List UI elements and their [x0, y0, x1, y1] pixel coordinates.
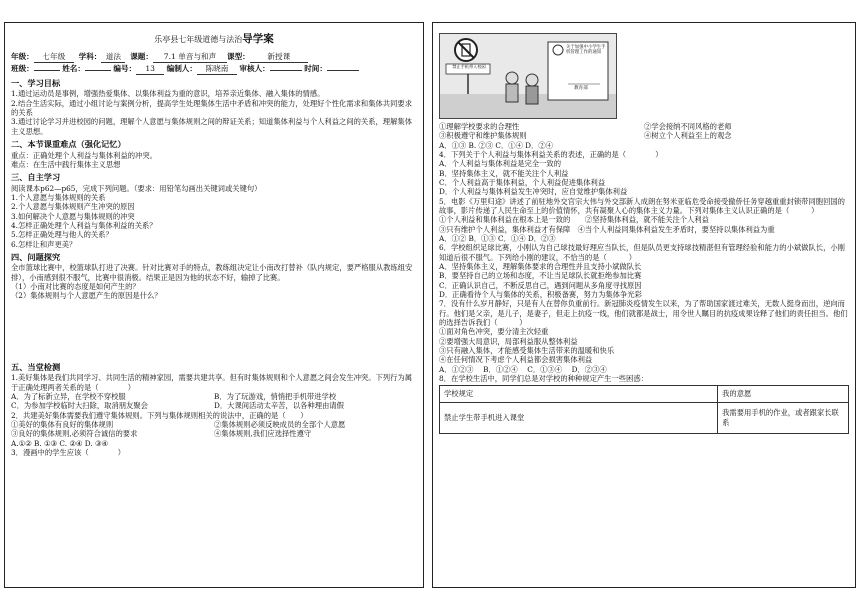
- option[interactable]: B．为了玩游戏，悄悄把手机带进学校: [214, 391, 337, 401]
- section-keypoints-title: 二、本节课重难点（强化记忆）: [11, 139, 126, 150]
- statement: ①美好的集体有良好的集体规则: [11, 419, 114, 429]
- inquiry-text: 全市篮球比赛中，校篮球队打进了决赛。针对比赛对手的特点，教练组决定让小南改打替补（队内规定，要严格服从教练组安排），小南感到很不服气，比赛中很消极。结果正是因为他的状态不好，输掉了比赛。: [11, 263, 413, 282]
- statement: ①理解学校要求的合理性: [439, 122, 520, 131]
- test-question-2: 2．共建美好集体需要我们遵守集体规则。下列与集体规则相关的说法中，正确的是（ ）: [11, 410, 308, 420]
- statement: ③只有维护个人利益，集体利益才有保障 ④当个人利益同集体利益发生矛盾时，要坚持以集体利益为重: [439, 224, 775, 234]
- objective-item: 3.通过讨论学习并进校园的问题，理解个人意愿与集体规则之间的辩证关系；知道集体利益与个人利益之间的关系，理解集体主义思想。: [11, 117, 412, 136]
- q3-items-row: [439, 131, 849, 140]
- statement: ④在任何情况下考虑个人利益都会损害集体利益: [439, 355, 593, 365]
- section-inquiry-title: 四、问题探究: [11, 251, 61, 262]
- statement: ②学会接纳不同风格的老师: [644, 122, 732, 131]
- objective-item: 1.通过运动员是事例，增强热爱集体、以集体利益为重的意识，培养亲近集体、融入集体的情感。: [11, 89, 325, 99]
- answer-space[interactable]: [11, 301, 417, 359]
- selfstudy-item: 6.怎样让和声更美？: [11, 239, 77, 249]
- selfstudy-item: 2.个人意愿与集体规则产生冲突的原因: [11, 202, 135, 212]
- test-question-4: 4．下列关于个人利益与集体利益关系的表述，正确的是（ ）: [439, 149, 663, 159]
- school-title: 乐亭县七年级道德与法治: [154, 35, 243, 44]
- q2-items-row: [11, 420, 417, 429]
- statement: ①面对角色冲突，要分清主次轻重: [439, 327, 549, 337]
- option[interactable]: C．正确认识自己，不断反思自己，遇到问题从多角度寻找原因: [439, 280, 642, 290]
- inquiry-question-2: （2）集体规则与个人意愿产生的原因是什么？: [11, 291, 162, 301]
- doc-title: [11, 33, 417, 46]
- notice-text: 关于加强中小学生手机管理工作的通知: [566, 45, 606, 56]
- name-field[interactable]: [85, 70, 111, 71]
- option[interactable]: A．坚持集体主义，理解集体要求的合理性并且支持小斌做队长: [439, 261, 642, 271]
- q1-options-row: [11, 401, 417, 410]
- test-question-6: 6．学校组织足球比赛，小刚认为自己球技最好理应当队长，但是队员更支持球技精湛但有管理经验和能力的小斌做队长，小刚知道后很不服气。下列给小刚的建议，不恰当的是（ ）: [439, 243, 845, 262]
- table-cell: 我需要用手机的作业，或者跟家长联系: [718, 402, 849, 433]
- statement: ④树立个人利益至上的观念: [644, 131, 732, 141]
- q1-options-row: [11, 392, 417, 401]
- subject-value: 道法: [101, 52, 125, 63]
- type-label: 课型：: [227, 52, 250, 62]
- keypoint-item: 重点：正确处理个人利益与集体利益的冲突。: [11, 150, 157, 160]
- class-label: 班级：: [11, 64, 34, 74]
- statement: ③只有融入集体，才能感受集体生活带来的温暖和快乐: [439, 345, 615, 355]
- rules-table: [439, 385, 849, 433]
- q2-items-row: [11, 429, 417, 438]
- section-objectives-title: 一、学习目标: [11, 77, 61, 88]
- time-field[interactable]: [327, 70, 359, 71]
- doc-type: 导学案: [242, 33, 274, 45]
- statement: ②要增强大局意识，局部利益服从整体利益: [439, 336, 578, 346]
- meta-row-2: [11, 64, 417, 75]
- left-column: [4, 22, 424, 588]
- option[interactable]: A．个人利益与集体利益是完全一致的: [439, 159, 562, 169]
- table-header: 我的意愿: [718, 386, 849, 402]
- option[interactable]: B．要坚持自己的立场和态度，不让当足球队长就拒绝参加比赛: [439, 271, 642, 281]
- statement: ①个人利益和集体利益在根本上是一致的 ②坚持集体利益，就不能关注个人利益: [439, 215, 709, 225]
- right-column: [432, 22, 856, 588]
- statement: ③积极遵守和维护集体规则: [439, 131, 527, 141]
- statement: ③良好的集体规则,必须符合诚信的要求: [11, 429, 138, 439]
- selfstudy-item: 4.怎样正确处理个人利益与集体利益的关系？: [11, 220, 157, 230]
- selfstudy-item: 3.如何解决个人意愿与集体规则的冲突: [11, 211, 135, 221]
- q3-answers[interactable]: A．①③ B. ②③ C．①④ D．②④: [439, 140, 553, 150]
- selfstudy-item: 5.怎样正确处理与他人的关系？: [11, 230, 113, 240]
- notice-dept: 教育部: [574, 86, 588, 91]
- cartoon-image: [439, 33, 617, 119]
- q7-answers[interactable]: A．①②③ B．①②④ C．①③④ D．②③④: [439, 364, 607, 374]
- q3-items-row: [439, 122, 849, 131]
- name-label: 姓名：: [62, 64, 85, 74]
- option[interactable]: D．个人利益与集体利益发生冲突时，应自觉维护集体利益: [439, 187, 628, 197]
- option[interactable]: A．为了标新立异，在学校不穿校服: [11, 391, 126, 401]
- statement: ④集体规则,我们应选择性遵守: [214, 429, 312, 439]
- table-row: [440, 402, 849, 433]
- time-label: 时间：: [304, 64, 327, 74]
- q2-answers[interactable]: A.①② B. ①③ C. ②④ D. ③④: [11, 438, 109, 448]
- q5-answers[interactable]: A．①② B．①③ C．①④ D．②③: [439, 233, 556, 243]
- statement: ②集体规则必须反映成员的全部个人意愿: [214, 419, 346, 429]
- topic-value: 7.1 单音与和声: [153, 52, 227, 63]
- reviewer-label: 审核人：: [239, 64, 270, 74]
- option[interactable]: C．个人利益高于集体利益，个人利益促进集体利益: [439, 177, 606, 187]
- selfstudy-item: 1.个人意愿与集体规则的关系: [11, 193, 106, 202]
- number-value: 13: [136, 64, 164, 75]
- grade-label: 年级：: [11, 52, 34, 62]
- meta-row-1: [11, 52, 417, 63]
- section-selfstudy-title: 三、自主学习: [11, 172, 61, 183]
- sign-text: 禁止手机带入校园: [452, 64, 486, 69]
- inquiry-question-1: （1）小南对比赛的态度是如何产生的？: [11, 282, 140, 292]
- grade-value: 七年级: [34, 52, 74, 63]
- test-question-1: 1.美好集体是我们共同学习、共同生活的精神家园，需要共建共享。但有时集体规则和个人意愿之间会发生冲突。下列行为属于正确处理两者关系的是（ ）: [11, 373, 412, 392]
- editor-label: 编制人：: [166, 64, 197, 74]
- section-test-title: 五、当堂检测: [11, 361, 61, 372]
- option[interactable]: D．大课间活动太辛苦，以各种理由请假: [214, 401, 344, 411]
- test-question-3: 3．漫画中的学生应该（ ）: [11, 447, 126, 457]
- number-label: 编号：: [113, 64, 137, 74]
- objective-item: 2.结合生活实际，通过小组讨论与案例分析，提高学生处理集体生活中矛盾和冲突的能力，处理好个性化需求和集体共同要求的关系: [11, 98, 412, 118]
- selfstudy-intro: 阅读课本p62—p65，完成下列问题。（要求：用铅笔勾画出关键词或关键句）: [11, 183, 262, 193]
- table-header: 学校规定: [440, 386, 718, 402]
- option[interactable]: C．为参加学校临时大扫除，取消朋友聚会: [11, 401, 148, 411]
- test-question-5: 5．电影《万里归途》讲述了前驻地外交官宗大伟与外交部新人成朗在努米亚临危受命接受撤侨任务穿越重重封锁带同胞回国的故事，影片传递了人民生命至上的价值情怀，共有凝聚人心的集体主义力量。下列对集体主义认识正确的是（ ）: [439, 196, 845, 215]
- type-value: 新授课: [250, 52, 308, 63]
- test-question-7: 7．没有什么岁月静好，只是有人在替你负重前行。新冠肺炎疫情发生以来，为了帮助国家渡过难关，无数人挺身而出，逆向而行。他们是父亲，是儿子，是妻子，但走上抗疫一线，他们就都是战士，用令世人瞩目的抗疫成果诠释了他们的责任担当。他们的选择告诉我们（ ）: [439, 299, 848, 327]
- option[interactable]: D．正确看待个人与集体的关系，积极备赛，努力为集体争光彩: [439, 289, 642, 299]
- keypoint-item: 难点：在生活中践行集体主义思想: [11, 159, 121, 169]
- table-header-row: [440, 386, 849, 402]
- table-cell: 禁止学生带手机进入课堂: [440, 402, 718, 433]
- subject-label: 学科：: [78, 52, 102, 62]
- option[interactable]: B．坚持集体主义，就不能关注个人利益: [439, 168, 569, 178]
- editor-value: 陈晓南: [197, 64, 237, 75]
- reviewer-field[interactable]: [270, 70, 302, 71]
- topic-label: 课题：: [130, 52, 153, 62]
- class-field[interactable]: [34, 70, 60, 71]
- test-question-8: 8．在学校生活中，同学们总是对学校的种种规定产生一些困惑：: [439, 373, 648, 383]
